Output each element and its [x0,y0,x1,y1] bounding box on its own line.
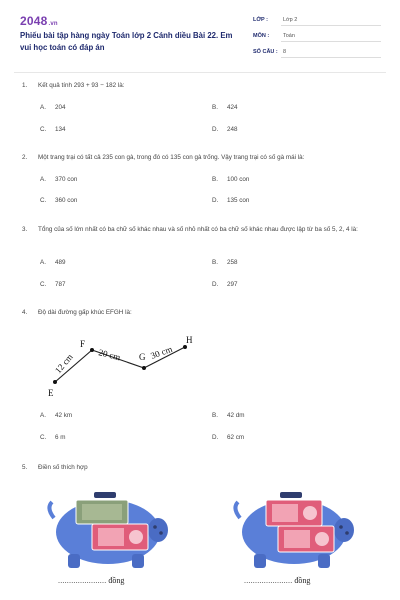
meta-grade-label: LỚP : [253,17,268,23]
brand-suffix: .vn [48,21,58,27]
question-number: 4. [22,309,28,316]
piggy-tail [49,502,54,518]
option-4d[interactable] [212,434,244,441]
option-key: B. [212,176,218,183]
point-h [183,345,187,349]
question-text: Một trang trại có tất cả 235 con gà, trong đó có 135 con gà trống. Vậy trang trại có số gà mái là: [38,154,305,161]
question-text: Điền số thích hợp [38,464,88,471]
meta-count-value: 8 [283,49,287,55]
option-text: 787 [55,281,66,288]
point-e [53,380,57,384]
option-key: A. [40,259,46,266]
option-1b[interactable] [212,104,238,111]
option-key: A. [40,176,46,183]
option-3c[interactable] [40,281,66,288]
meta-subject-value: Toán [283,33,295,39]
option-1c[interactable] [40,126,66,133]
option-text: 489 [55,259,66,266]
option-text: 100 con [227,176,250,183]
option-key: A. [40,412,46,419]
option-2c[interactable] [40,197,77,204]
label-e: E [48,388,54,398]
option-key: C. [40,126,47,133]
meta-count-label: SỐ CÂU : [253,49,278,55]
option-key: B. [212,104,218,111]
currency-unit: đồng [294,576,311,585]
option-2b[interactable] [212,176,249,183]
option-key: C. [40,281,47,288]
option-key: D. [212,126,219,133]
point-f [90,348,94,352]
question-text: Độ dài đường gấp khúc EFGH là: [38,309,132,316]
header-divider [14,72,386,73]
label-g: G [139,352,146,362]
option-text: 135 con [227,197,250,204]
option-3a[interactable] [40,259,66,266]
brand-name: 2048 [20,14,48,28]
question-text: Kết quả tính 293 + 93 − 182 là: [38,82,125,89]
brand-logo[interactable] [20,14,58,28]
meta-grade-value: Lớp 2 [283,17,298,23]
option-text: 134 [55,126,66,133]
label-fg: 20 cm [97,347,122,363]
option-text: 6 m [55,434,66,441]
coin-slot [94,492,116,498]
meta-subject-label: MÔN : [253,33,270,39]
option-text: 360 con [55,197,78,204]
option-text: 248 [227,126,238,133]
option-3b[interactable] [212,259,238,266]
option-text: 258 [227,259,238,266]
currency-unit: đồng [108,576,125,585]
option-key: D. [212,197,219,204]
blank-dots: ...................... [244,576,293,585]
label-f: F [80,339,86,349]
option-key: B. [212,259,218,266]
option-text: 62 cm [227,434,245,441]
option-2a[interactable] [40,176,77,183]
option-1a[interactable] [40,104,66,111]
option-key: D. [212,434,219,441]
option-4c[interactable] [40,434,66,441]
question-text: Tổng của số lớn nhất có ba chữ số khác nhau và số nhỏ nhất có ba chữ số khác nhau được lập từ ba số 5, 2, 4 là: [38,226,358,233]
question-number: 1. [22,82,28,89]
meta-divider [281,57,381,58]
piggy-bank-image-1 [46,488,176,570]
piggy-tail [235,502,240,518]
option-1d[interactable] [212,126,238,133]
polyline-figure [40,330,220,402]
option-text: 297 [227,281,238,288]
option-key: C. [40,197,47,204]
answer-blank-1[interactable] [58,576,124,585]
option-key: D. [212,281,219,288]
option-text: 424 [227,104,238,111]
coin-slot [280,492,302,498]
meta-divider [281,41,381,42]
piggy-snout [148,518,168,542]
label-h: H [186,335,193,345]
option-3d[interactable] [212,281,238,288]
piggy-snout [334,518,354,542]
option-key: C. [40,434,47,441]
option-key: B. [212,412,218,419]
question-number: 3. [22,226,28,233]
label-ef: 12 cm [52,351,75,376]
option-4a[interactable] [40,412,72,419]
blank-dots: ...................... [58,576,107,585]
point-g [142,366,146,370]
option-text: 204 [55,104,66,111]
option-2d[interactable] [212,197,249,204]
meta-divider [281,25,381,26]
option-text: 42 dm [227,412,245,419]
piggy-bank-image-2 [232,488,362,570]
option-4b[interactable] [212,412,245,419]
label-gh: 30 cm [149,343,174,361]
page-title: Phiếu bài tập hàng ngày Toán lớp 2 Cánh diều Bài 22. Em vui học toán có đáp án [20,31,233,52]
answer-blank-2[interactable] [244,576,310,585]
option-key: A. [40,104,46,111]
option-text: 370 con [55,176,78,183]
option-text: 42 km [55,412,73,419]
question-number: 5. [22,464,28,471]
question-number: 2. [22,154,28,161]
